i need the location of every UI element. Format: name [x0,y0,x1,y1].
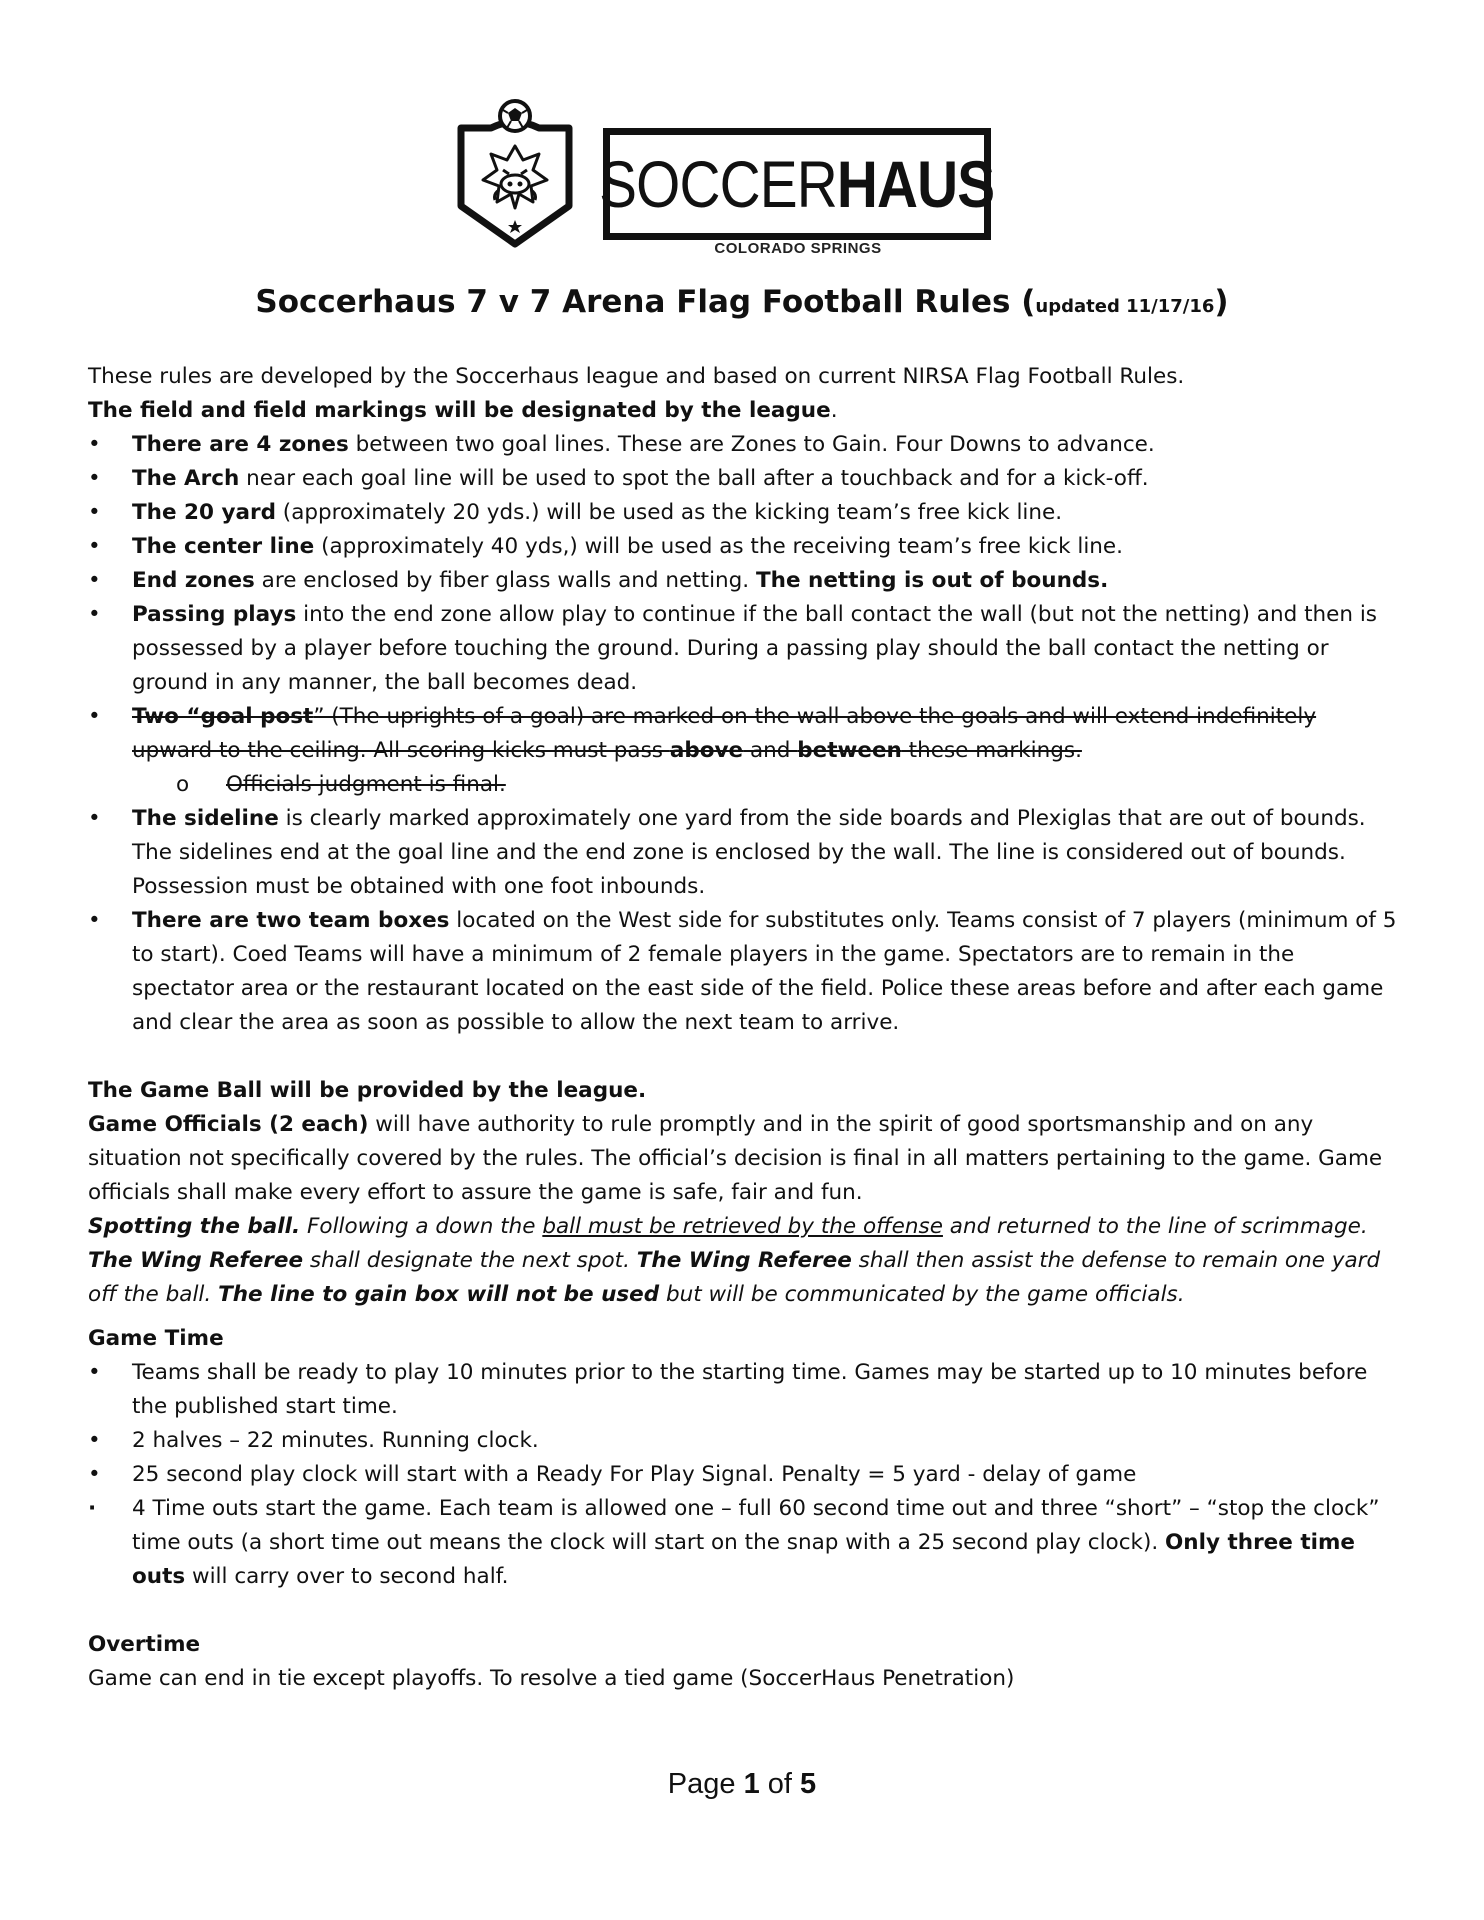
rule-text: (approximately 40 yds,) will be used as the receiving team’s free kick line. [314,534,1123,559]
game-ball-heading [88,1074,1398,1108]
rule-bold: The sideline [132,806,279,831]
overtime-heading [88,1628,1398,1662]
list-item [88,904,1398,1040]
footer-page-label: Page [667,1768,744,1800]
sub-text: Officials judgment is final. [226,772,506,797]
logo-wordmark [599,147,995,221]
rule-bold: There are two team boxes [132,908,450,933]
title-main: Soccerhaus 7 v 7 Arena Flag Football Rules ( [255,284,1036,320]
game-time-list [88,1356,1398,1594]
spotting-underline: ball must be retrieved by the offense [542,1214,943,1239]
game-time-heading-text: Game Time [88,1326,224,1351]
list-item: • Teams shall be ready to play 10 minutes prior to the starting time. Games may be started up to 10 minutes before the published start time. [88,1356,1398,1424]
rule-bold: The 20 yard [132,500,276,525]
field-heading-end: . [830,398,838,423]
field-heading-text: The field and field markings will be designated by the league [88,398,831,423]
footer-of-label: of [759,1768,801,1800]
rule-bold: End zones [132,568,255,593]
goal-post-rule [88,700,1398,768]
spotting-bold: The Wing Referee [88,1248,304,1273]
rules-content [88,360,1398,1696]
title-updated-date: 11/17/16 [1119,296,1215,317]
spotting-text: shall designate the next spot. [303,1248,637,1273]
rule-text: is clearly marked approximately one yard from the side boards and Plexiglas that are out of bounds. The sidelines end at the goal line and the end zone is enclosed by the wall. The line is considered out of bounds. Possession must be obtained with one foot inbounds. [132,806,1366,899]
spotting-text: shall then assist the defense to remain one yard off the ball. [88,1248,1381,1307]
timeouts-end: will carry over to second half. [185,1564,509,1589]
rule-bold: Passing plays [132,602,297,627]
logo-word-soccer: SOCCER [599,147,838,221]
rule-bold-2: The netting is out of bounds. [755,568,1109,593]
list-item: • 25 second play clock will start with a Ready For Play Signal. Penalty = 5 yard - delay of game [88,1458,1398,1492]
list-item [88,802,1398,904]
rule-text: (approximately 20 yds.) will be used as the kicking team’s free kick line. [275,500,1063,525]
intro-line: These rules are developed by the Soccerhaus league and based on current NIRSA Flag Football Rules. [88,364,1185,389]
page-title [0,280,1484,329]
logo-word-haus: HAUS [837,147,995,221]
spotting-text: Following a down the [300,1214,543,1239]
list-item: • 2 halves – 22 minutes. Running clock. [88,1424,1398,1458]
goal-post-sub-item [88,768,1398,802]
list-item [88,598,1398,700]
rule-bold: The center line [132,534,315,559]
rule-text: ” (The uprights of a goal) are marked on the wall above the goals and will extend indefinitely upward to the ceiling. All scoring kicks must pass [132,704,1317,763]
rule-bold: Two “goal post [132,704,314,729]
officials-text: will have authority to rule promptly and in the spirit of good sportsmanship and on any situation not specifically covered by the rules. The official’s decision is final in all matters pertaining to the game. Game officials shall make every effort to assure the game is safe, fair and fun. [88,1112,1383,1205]
rule-text: located on the West side for substitutes only. Teams consist of 7 players (minimum of 5 to start). Coed Teams will have a minimum of 2 female players in the game. Spectators are to remain in the spectator area or the restaurant located on the east side of the field. Police these areas before and after each game and clear the area as soon as possible to allow the next team to arrive. [132,908,1397,1035]
list-item [88,1492,1398,1594]
rule-bold-above: above [669,738,744,763]
list-item [88,496,1398,530]
rule-text: into the end zone allow play to continue if the ball contact the wall (but not the netting) and then is possessed by a player before touching the ground. During a passing play should the ball contact the netting or ground in any manner, the ball becomes dead. [132,602,1378,695]
list-item [88,428,1398,462]
logo-location: COLORADO SPRINGS [714,240,882,257]
rule-text: near each goal line will be used to spot the ball after a touchback and for a kick-off. [239,466,1149,491]
timeouts-bold: Only three time outs [132,1530,1355,1589]
spotting-paragraph [88,1210,1398,1312]
spotting-text: but will be communicated by the game officials. [659,1282,1185,1307]
rule-bold: There are 4 zones [132,432,349,457]
rule-text: these markings. [901,738,1082,763]
logo-wordmark-box [599,128,995,240]
rule-text: and [743,738,798,763]
list-item [88,564,1398,598]
spotting-text: and returned to the line of scrimmage. [942,1214,1368,1239]
field-rules-list-2 [88,802,1398,1040]
game-ball-text: The Game Ball will be provided by the league. [88,1078,647,1103]
list-item [88,462,1398,496]
spotting-bold: Spotting the ball. [88,1214,301,1239]
page-footer [0,1768,1484,1801]
spotting-bold: The Wing Referee [636,1248,852,1273]
footer-total-pages: 5 [800,1768,817,1800]
officials-paragraph [88,1108,1398,1210]
rule-text: are enclosed by fiber glass walls and netting. [254,568,756,593]
game-time-heading [88,1322,1398,1356]
timeouts-text: 4 Time outs start the game. Each team is allowed one – full 60 second time out and three “short” – “stop the clock” time outs (a short time out means the clock will start on the snap with a 25 second play clock). [132,1496,1380,1555]
rule-bold: The Arch [132,466,240,491]
title-updated-label: updated [1035,296,1120,317]
officials-bold: Game Officials (2 each) [88,1112,369,1137]
rule-bold-between: between [797,738,902,763]
shield-boar-soccer-ball-icon [455,98,575,248]
overtime-heading-text: Overtime [88,1632,201,1657]
soccerhaus-logo [455,98,1015,268]
overtime-text: Game can end in tie except playoffs. To resolve a tied game (SoccerHaus Penetration) [88,1666,1015,1691]
list-item [88,530,1398,564]
spotting-bold: The line to gain box will not be used [218,1282,660,1307]
field-rules-list [88,428,1398,768]
footer-page-number: 1 [743,1768,760,1800]
sub-bullet: o [176,772,190,797]
rule-text: between two goal lines. These are Zones to Gain. Four Downs to advance. [348,432,1155,457]
title-close: ) [1214,284,1229,320]
field-heading [88,394,1398,428]
